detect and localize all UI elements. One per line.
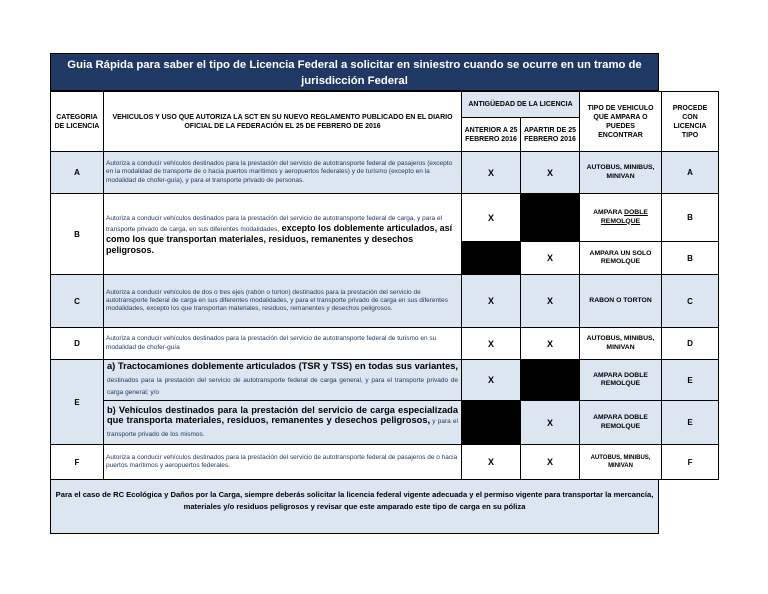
blocked-cell [462,401,521,445]
blocked-cell [521,360,580,401]
category-code: E [51,360,104,445]
mark-apartir: X [521,328,580,360]
blocked-cell [521,194,580,242]
vehicle-type: AMPARA DOBLE REMOLQUE [580,401,662,445]
mark-apartir: X [521,242,580,275]
header-categoria: CATEGORIA DE LICENCIA [51,92,104,152]
description-emphasis: excepto los doblemente articulados, así como los que transportan materiales, residuos, remanentes y desechos peligrosos. [106,222,453,256]
mark-anterior: X [462,328,521,360]
vehicle-type: AMPARA DOBLE REMOLQUE [580,360,662,401]
license-type: A [662,152,719,194]
table-row [51,360,719,401]
description-emphasis: b) Vehículos destinados para la prestación del servicio de carga especializada que transporta materiales, residuos, remanentes y desechos peligrosos, [107,404,458,426]
vehicle-description: Autoriza a conducir vehículos destinados para la prestación del servicio de autotransporte federal de turismo en su modalidad de chofer-guía [104,328,462,360]
footer-note: Para el caso de RC Ecológica y Daños por la Carga, siempre deberás solicitar la licencia federal vigente adecuada y el permiso vigente para transportar la mercancía, materiales y/o residuos peligrosos y revisar que este amparado este tipo de carga en su póliza [50,480,659,534]
vehicle-type [580,194,662,242]
vehicle-description: Autoriza a conducir vehículos destinados para la prestación del servicio de autotransporte federal de pasajeros (excepto en la modalidad de transporte de o hacia puertos marítimos y aeropuertos federales) y de turismo (excepto en la modalidad de chofer-guía), y para el transporte privado de personas. [104,152,462,194]
vehicle-type-prefix: AMPARA [593,209,625,216]
vehicle-description [104,194,462,275]
vehicle-type: AUTOBUS, MINIBUS, MINIVAN [580,152,662,194]
header-anterior: ANTERIOR A 25 FEBRERO 2016 [462,118,521,152]
mark-apartir: X [521,445,580,480]
mark-apartir: X [521,401,580,445]
vehicle-description: Autoriza a conducir vehículos de dos o tres ejes (rabón o torton) destinados para la prestación del servicio de autotransporte federal de carga en sus diferentes modalidades, y para el transporte privado de carga en sus diferentes modalidades, excepto los que transportan materiales, residuos, remanentes y desechos peligrosos. [104,275,462,328]
table-row [51,401,719,445]
table-row [51,152,719,194]
table-row [51,445,719,480]
vehicle-type: AMPARA UN SOLO REMOLQUE [580,242,662,275]
vehicle-type: AUTOBUS, MINIBUS, MINIVAN [580,445,662,480]
license-type: B [662,242,719,275]
blocked-cell [462,242,521,275]
license-type: C [662,275,719,328]
vehicle-description [104,401,462,445]
mark-anterior: X [462,152,521,194]
license-table [50,91,719,480]
description-emphasis: a) Tractocamiones doblemente articulados (TSR y TSS) en todas sus variantes, [107,361,458,372]
license-type: B [662,194,719,242]
table-row [51,328,719,360]
header-antiguedad: ANTIGÜEDAD DE LA LICENCIA [462,92,580,118]
category-code: B [51,194,104,275]
license-type: D [662,328,719,360]
license-type: E [662,360,719,401]
vehicle-description: Autoriza a conducir vehículos destinados para la prestación del servicio de autotransporte federal de pasajeros de o hacia puertos marítimos y aeropuertos federales. [104,445,462,480]
header-vehiculos: VEHICULOS Y USO QUE AUTORIZA LA SCT EN SU NUEVO REGLAMENTO PUBLICADO EN EL DIARIO OFICIAL DE LA FEDERACIÓN EL 25 DE FEBRERO DE 2016 [104,92,462,152]
license-type: F [662,445,719,480]
vehicle-type: RABON O TORTON [580,275,662,328]
mark-anterior: X [462,194,521,242]
mark-anterior: X [462,445,521,480]
category-code: D [51,328,104,360]
license-type: E [662,401,719,445]
category-code: F [51,445,104,480]
description-text: y para el transporte privado de los mismos. [107,418,458,438]
header-procede: PROCEDE CON LICENCIA TIPO [662,92,719,152]
mark-anterior: X [462,275,521,328]
vehicle-type-underlined: DOBLE REMOLQUE [600,209,648,225]
vehicle-description [104,360,462,401]
category-code: A [51,152,104,194]
vehicle-type: AUTOBUS, MINIBUS, MINIVAN [580,328,662,360]
category-code: C [51,275,104,328]
mark-apartir: X [521,275,580,328]
header-apartir: APARTIR DE 25 FEBRERO 2016 [521,118,580,152]
header-tipo-vehiculo: TIPO DE VEHICULO QUE AMPARA O PUEDES ENCONTRAR [580,92,662,152]
guide-title: Guia Rápida para saber el tipo de Licencia Federal a solicitar en siniestro cuando se ocurre en un tramo de jurisdicción Federal [50,53,659,91]
table-row [51,194,719,242]
mark-anterior: X [462,360,521,401]
license-guide-sheet [50,53,708,534]
mark-apartir: X [521,152,580,194]
description-text: Autoriza a conducir vehículos destinados para la prestación del servicio de autotransporte federal de carga, y para el transporte privado de carga, en sus diferentes modalidades, [106,214,443,233]
description-text: destinados para la prestación del servicio de autotransporte federal de carga general, y para el transporte privado de carga general; y/o [107,376,458,397]
table-row [51,275,719,328]
